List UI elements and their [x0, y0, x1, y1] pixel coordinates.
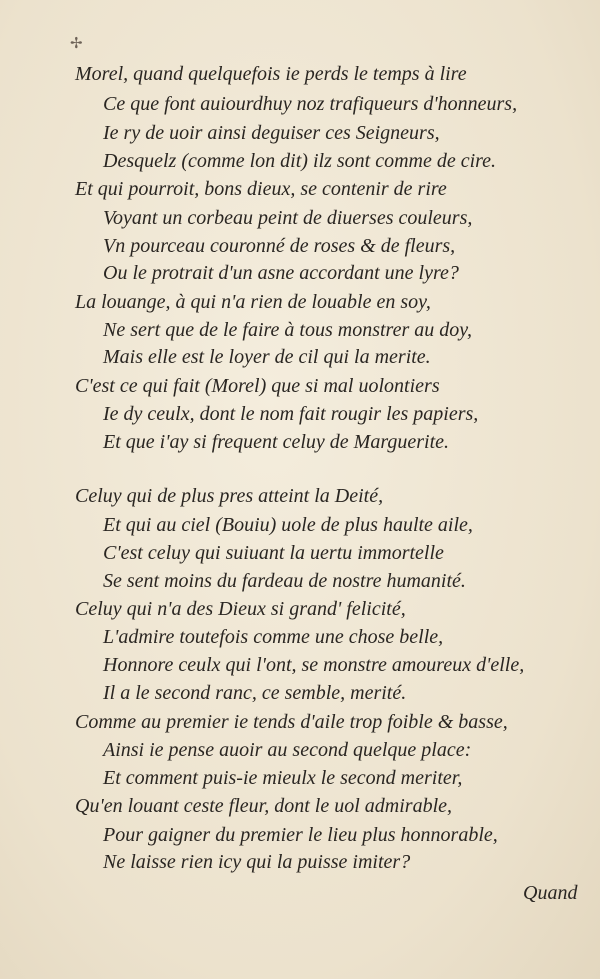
verse-line: Et qui pourroit, bons dieux, se contenir de rire [75, 178, 447, 200]
verse-line: Ie dy ceulx, dont le nom fait rougir les papiers, [103, 403, 479, 425]
catchword: Quand [523, 882, 578, 904]
verse-line: Mais elle est le loyer de cil qui la merite. [103, 346, 431, 368]
verse-line: Morel, quand quelquefois ie perds le temps à lire [75, 63, 467, 85]
verse-line: Celuy qui de plus pres atteint la Deité, [75, 485, 384, 507]
verse-line: Ce que font auiourdhuy noz trafiqueurs d'honneurs, [103, 93, 518, 115]
verse-line: C'est ce qui fait (Morel) que si mal uolontiers [75, 375, 440, 397]
verse-line: C'est celuy qui suiuant la uertu immortelle [103, 542, 444, 564]
verse-line: L'admire toutefois comme une chose belle, [103, 626, 444, 648]
verse-line: Il a le second ranc, ce semble, merité. [103, 682, 407, 704]
verse-line: Se sent moins du fardeau de nostre humanité. [103, 570, 466, 592]
verse-line: Ne sert que de le faire à tous monstrer au doy, [103, 319, 473, 341]
verse-line: Vn pourceau couronné de roses & de fleurs, [103, 235, 456, 257]
verse-line: Ainsi ie pense auoir au second quelque place: [103, 739, 472, 761]
verse-line: Celuy qui n'a des Dieux si grand' felicité, [75, 598, 406, 620]
verse-line: Comme au premier ie tends d'aile trop foible & basse, [75, 711, 508, 733]
verse-line: Pour gaigner du premier le lieu plus honnorable, [103, 824, 498, 846]
verse-line: Et que i'ay si frequent celuy de Marguerite. [103, 431, 450, 453]
verse-line: Honnore ceulx qui l'ont, se monstre amoureux d'elle, [103, 654, 525, 676]
verse-line: Et comment puis-ie mieulx le second meriter, [103, 767, 463, 789]
verse-line: Ou le protrait d'un asne accordant une lyre? [103, 262, 459, 284]
verse-line: Voyant un corbeau peint de diuerses couleurs, [103, 207, 473, 229]
verse-line: Qu'en louant ceste fleur, dont le uol admirable, [75, 795, 453, 817]
page-ornament: ✢ [70, 36, 83, 52]
verse-line: La louange, à qui n'a rien de louable en soy, [75, 291, 431, 313]
verse-line: Et qui au ciel (Bouiu) uole de plus haulte aile, [103, 514, 473, 536]
verse-line: Ne laisse rien icy qui la puisse imiter? [103, 851, 411, 873]
verse-line: Ie ry de uoir ainsi deguiser ces Seigneurs, [103, 122, 440, 144]
verse-line: Desquelz (comme lon dit) ilz sont comme de cire. [103, 150, 497, 172]
